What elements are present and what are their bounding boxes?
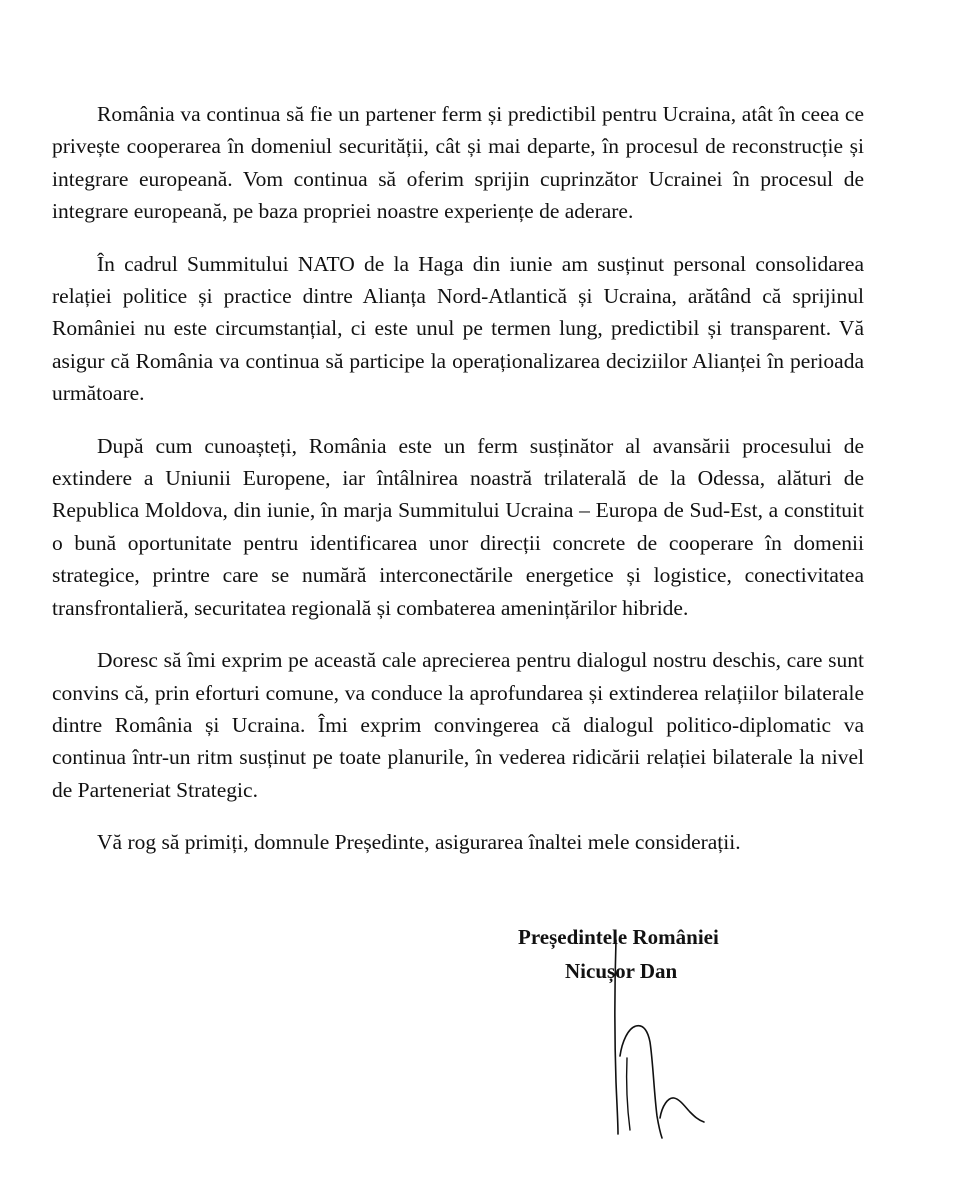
- paragraph-1: România va continua să fie un partener ferm și predictibil pentru Ucraina, atât în ceea ce privește cooperarea în domeniul securității, cât și mai departe, în procesul de reconstrucție și integrare europeană. Vom continua să oferim sprijin cuprinzător Ucrainei în procesul de integrare europeană, pe baza propriei noastre experiențe de aderare.: [52, 102, 864, 224]
- paragraph-3: După cum cunoașteți, România este un ferm susținător al avansării procesului de extindere a Uniunii Europene, iar întâlnirea noastră trilaterală de la Odessa, alături de Republica Moldova, din iunie, în marja Summitului Ucraina – Europa de Sud-Est, a constituit o bună oportunitate pentru identificarea unor direcții concrete de cooperare în domenii strategice, printre care se numără interconectările energetice și logistice, conectivitatea transfrontalieră, securitatea regională și combaterea amenințărilor hibride.: [52, 433, 864, 620]
- letter-body: [52, 98, 864, 879]
- signature-block: [518, 922, 838, 1162]
- signatory-title: Președintele României: [518, 925, 719, 949]
- paragraph-2: În cadrul Summitului NATO de la Haga din iunie am susținut personal consolidarea relației politice și practice dintre Alianța Nord-Atlantică și Ucraina, arătând că sprijinul României nu este circumstanțial, ci este unul pe termen lung, predictibil și transparent. Vă asigur că România va continua să participe la operaționalizarea deciziilor Alianței în perioada următoare.: [52, 251, 864, 406]
- signatory-name: Nicușor Dan: [565, 959, 678, 983]
- paragraph-4: Doresc să îmi exprim pe această cale aprecierea pentru dialogul nostru deschis, care sunt convins că, prin eforturi comune, va conduce la aprofundarea și extinderea relațiilor bilaterale dintre România și Ucraina. Îmi exprim convingerea că dialogul politico-diplomatic va continua într-un ritm susținut pe toate planurile, în vederea ridicării relației bilaterale la nivel de Parteneriat Strategic.: [52, 648, 864, 802]
- closing-formula: Vă rog să primiți, domnule Președinte, asigurarea înaltei mele considerații.: [97, 830, 741, 855]
